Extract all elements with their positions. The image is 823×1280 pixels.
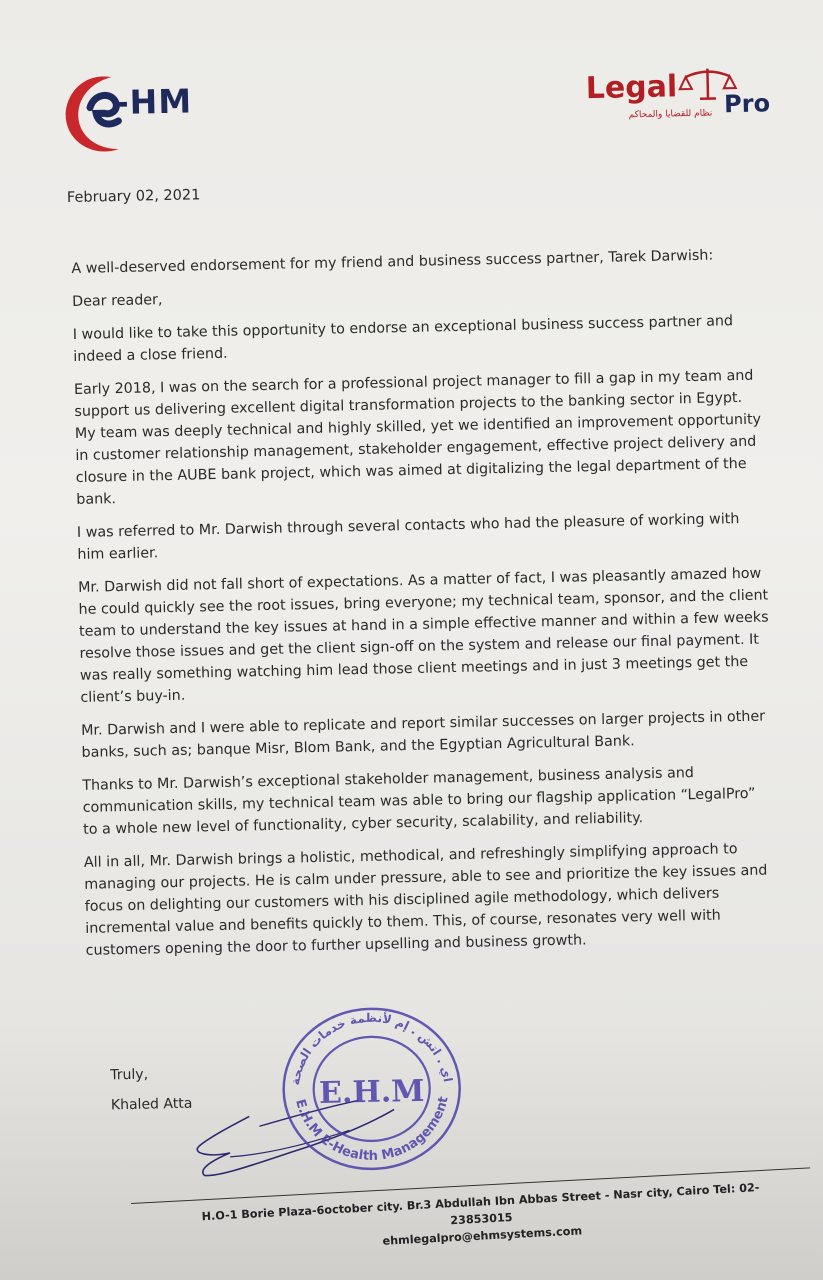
legalpro-logo-legal: Legal <box>585 69 678 107</box>
letter-date: February 02, 2021 <box>66 187 201 207</box>
signer-name: Khaled Atta <box>110 1095 193 1114</box>
letter-footer <box>171 1177 793 1260</box>
stamp-ring-arabic: اي . اتش . إم لأنظمة خدمات الصحة <box>288 1010 455 1087</box>
footer-email: ehmlegalpro@ehmsystems.com <box>382 1224 583 1248</box>
legalpro-logo-arabic: نظام للقضايا والمحاكم <box>628 108 713 121</box>
paragraph: Mr. Darwish did not fall short of expectations. As a matter of fact, I was pleasantly amazed how he could quickly see the root issues, bring everyone; my technical team, sponsor, and the client team to understand the key issues at hand in a simple effective manner and within a few weeks resolve those issues and get the client sign-off on the system and release our final payment. It was really something watching him lead those client meetings and in just 3 meetings get the client’s buy-in. <box>77 565 769 706</box>
paragraph: All in all, Mr. Darwish brings a holistic, methodical, and refreshingly simplifying approach to managing our projects. He is calm under pressure, able to see and prioritize the key issues and focus on delighting our customers with his disciplined agile methodology, which delivers incremental value and benefits quickly to them. This, of course, resonates very well with customers opening the door to further upselling and business growth. <box>83 841 768 959</box>
paragraph: I would like to take this opportunity to endorse an exceptional business success partner and indeed a close friend. <box>72 313 734 365</box>
company-stamp <box>275 1002 469 1176</box>
paragraph: Mr. Darwish and I were able to replicate and report similar successes on larger projects in other banks, such as; banque Misr, Blom Bank, and the Egyptian Agricultural Bank. <box>80 708 766 761</box>
paragraph: I was referred to Mr. Darwish through several contacts who had the pleasure of working with him earlier. <box>76 511 740 563</box>
salutation: Dear reader, <box>71 292 163 310</box>
legalpro-logo <box>585 63 796 137</box>
footer-address: H.O-1 Borie Plaza-6october city. Br.3 Abdullah Ibn Abbas Street - Nasr city, Cairo Tel: 02-23853015 <box>201 1181 760 1228</box>
stamp-center-text: E.H.M <box>318 1073 425 1111</box>
closing-word: Truly, <box>110 1066 149 1084</box>
paragraph: Early 2018, I was on the search for a professional project manager to fill a gap in my team and support us delivering excellent digital transformation projects to the banking sector in Egypt. My team was deeply technical and highly skilled, yet we identified an improvement opportunity in customer relationship management, stakeholder engagement, effective project delivery and closure in the AUBE bank project, which was aimed at digitalizing the legal department of the bank. <box>73 367 762 508</box>
letter-body <box>71 244 776 973</box>
ehm-logo-text: -HM <box>114 81 193 123</box>
paragraph: Thanks to Mr. Darwish’s exceptional stakeholder management, business analysis and communication skills, my technical team was able to bring our flagship application “LegalPro” to a whole new level of functionality, cyber security, scalability, and reliability. <box>82 765 756 838</box>
legalpro-logo-pro: Pro <box>723 89 771 119</box>
stamp-ring-english: E.H.M E-Health Management <box>292 1095 452 1164</box>
ehm-logo <box>59 66 261 160</box>
letter-heading: A well-deserved endorsement for my friend and business success partner, Tarek Darwish: <box>71 247 714 277</box>
